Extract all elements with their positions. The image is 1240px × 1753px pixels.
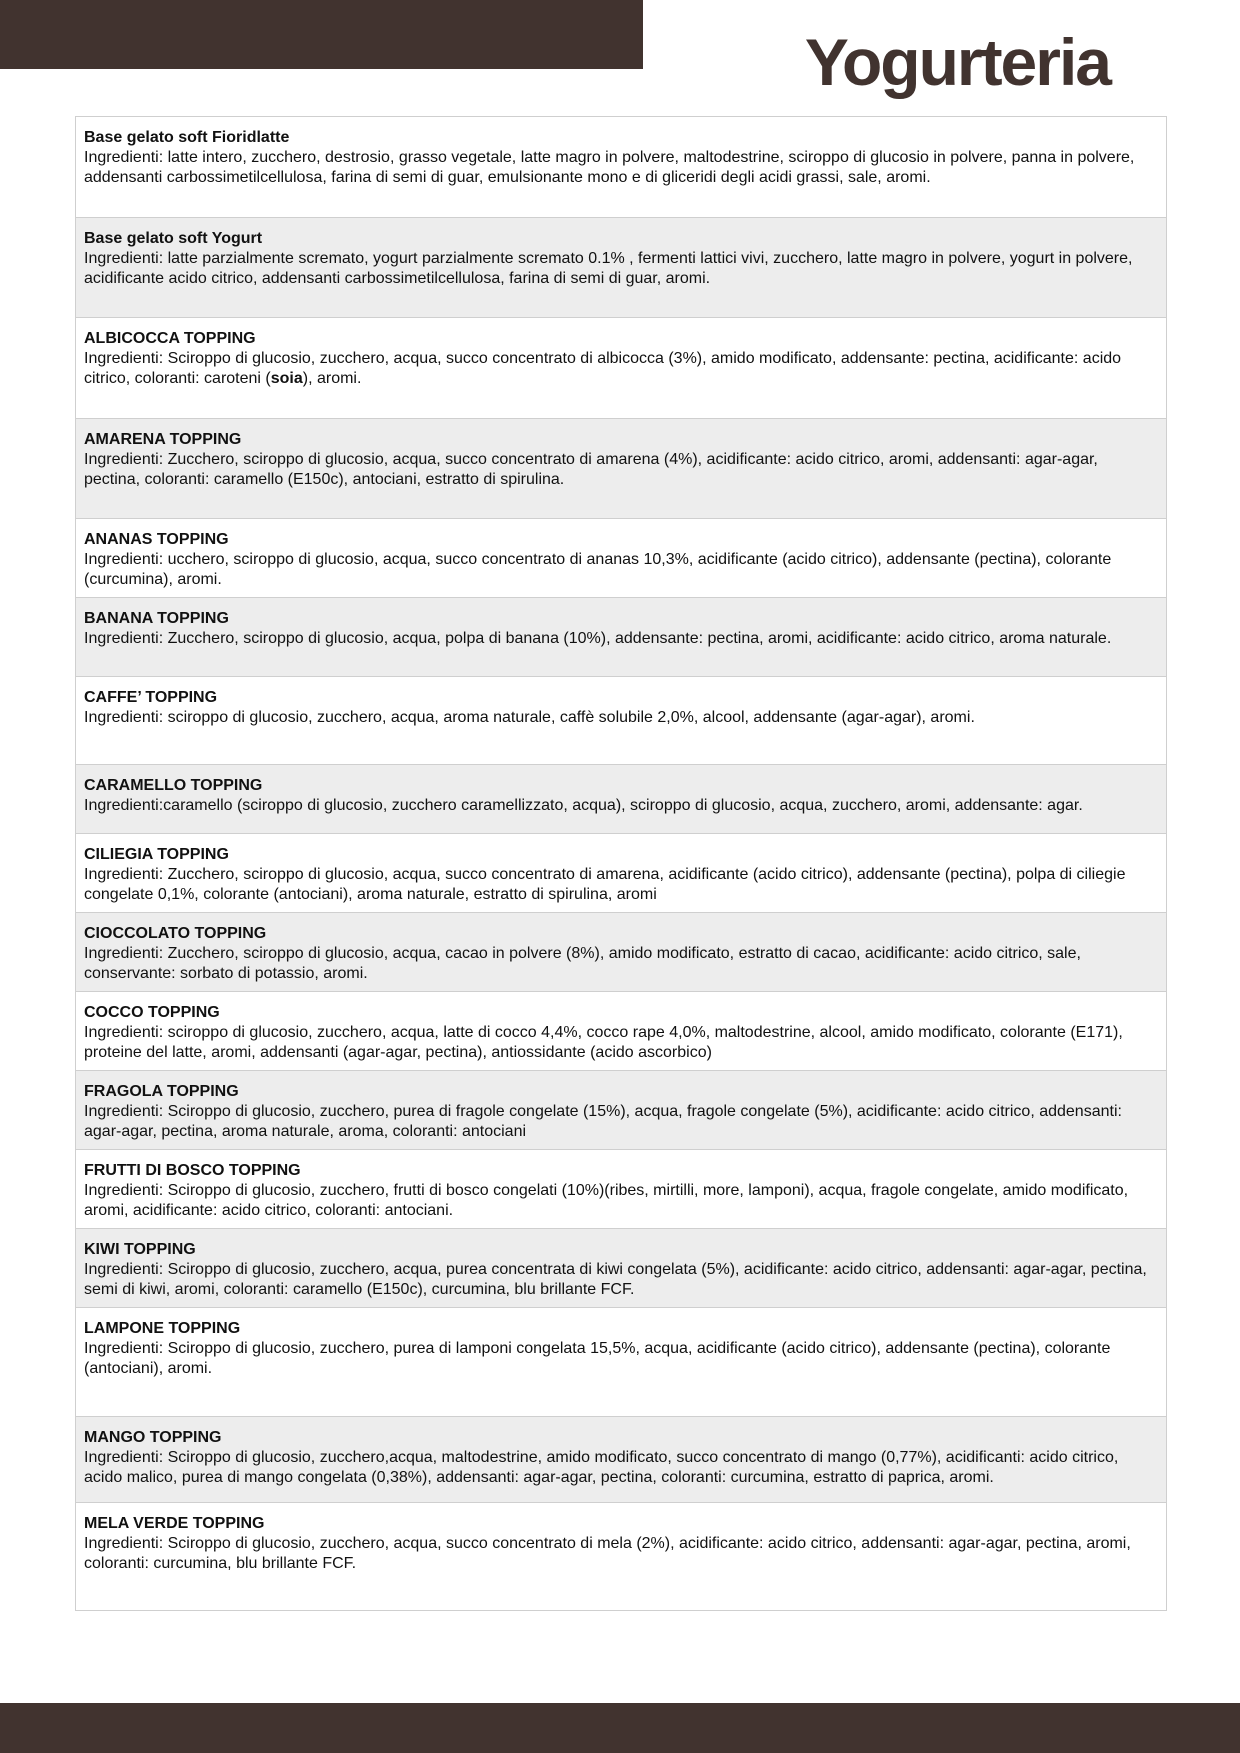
product-ingredients: Ingredienti:caramello (sciroppo di glucosio, zucchero caramellizzato, acqua), sciroppo di glucosio, acqua, zucchero, aromi, addensante: agar. <box>84 797 1083 814</box>
allergen-highlight: soia <box>270 370 303 387</box>
product-name: CARAMELLO TOPPING <box>84 777 263 794</box>
product-row <box>76 1229 1166 1308</box>
product-row <box>76 1417 1166 1503</box>
product-name: CILIEGIA TOPPING <box>84 846 229 863</box>
product-name: ALBICOCCA TOPPING <box>84 330 256 347</box>
page-title: Yogurteria <box>804 25 1110 99</box>
header-color-bar <box>0 0 643 69</box>
product-name: FRUTTI DI BOSCO TOPPING <box>84 1162 301 1179</box>
product-ingredients: Ingredienti: Sciroppo di glucosio, zucchero, acqua, succo concentrato di mela (2%), acidificante: acido citrico, addensanti: agar-agar, pectina, aromi, coloranti: curcumina, blu brillante FCF. <box>84 1535 1131 1572</box>
product-ingredients: Ingredienti: sciroppo di glucosio, zucchero, acqua, aroma naturale, caffè solubile 2,0%, alcool, addensante (agar-agar), aromi. <box>84 709 975 726</box>
product-name: ANANAS TOPPING <box>84 531 229 548</box>
product-ingredients: Ingredienti: Sciroppo di glucosio, zucchero, purea di fragole congelate (15%), acqua, fragole congelate (5%), acidificante: acido citrico, addensanti: agar-agar, pectina, aroma naturale, aroma, coloranti: antociani <box>84 1103 1122 1140</box>
product-name: AMARENA TOPPING <box>84 431 242 448</box>
product-row <box>76 1071 1166 1150</box>
product-name: FRAGOLA TOPPING <box>84 1083 239 1100</box>
product-row <box>76 1503 1166 1611</box>
product-row <box>76 419 1166 519</box>
ingredients-text-start: Ingredienti: Sciroppo di glucosio, zucchero, acqua, succo concentrato di albicocca (3%), amido modificato, addensante: pectina, acidificante: acido citrico, coloranti: caroteni ( <box>84 350 1122 387</box>
product-name: KIWI TOPPING <box>84 1241 196 1258</box>
product-ingredients: Ingredienti: Zucchero, sciroppo di glucosio, acqua, succo concentrato di amarena, acidificante (acido citrico), addensante (pectina), polpa di ciliegie congelate 0,1%, colorante (antociani), aroma naturale, estratto di spirulina, aromi <box>84 866 1126 903</box>
ingredients-table <box>75 116 1167 1611</box>
product-name: Base gelato soft Yogurt <box>84 230 263 247</box>
product-ingredients: Ingredienti: Sciroppo di glucosio, zucchero, acqua, purea concentrata di kiwi congelata (5%), acidificante: acido citrico, addensanti: agar-agar, pectina, semi di kiwi, aromi, coloranti: caramello (E150c), curcumina, blu brillante FCF. <box>84 1261 1147 1298</box>
product-ingredients: Ingredienti: Zucchero, sciroppo di glucosio, acqua, succo concentrato di amarena (4%), acidificante: acido citrico, aromi, addensanti: agar-agar, pectina, coloranti: caramello (E150c), antociani, estratto di spirulina. <box>84 451 1098 488</box>
product-row <box>76 519 1166 598</box>
product-ingredients: Ingredienti: latte intero, zucchero, destrosio, grasso vegetale, latte magro in polvere, maltodestrine, sciroppo di glucosio in polvere, panna in polvere, addensanti carbossimetilcellulosa, farina di semi di guar, emulsionante mono e di gliceridi degli acidi grassi, sale, aromi. <box>84 149 1135 186</box>
product-row <box>76 1308 1166 1417</box>
product-row <box>76 913 1166 992</box>
product-row <box>76 117 1166 218</box>
product-row <box>76 1150 1166 1229</box>
product-row <box>76 765 1166 834</box>
product-row <box>76 598 1166 677</box>
product-row <box>76 318 1166 419</box>
product-ingredients: Ingredienti: Zucchero, sciroppo di glucosio, acqua, cacao in polvere (8%), amido modificato, estratto di cacao, acidificante: acido citrico, sale, conservante: sorbato di potassio, aromi. <box>84 945 1081 982</box>
product-ingredients: Ingredienti: Sciroppo di glucosio, zucchero, purea di lamponi congelata 15,5%, acqua, acidificante (acido citrico), addensante (pectina), colorante (antociani), aromi. <box>84 1340 1111 1377</box>
product-ingredients: Ingredienti: ucchero, sciroppo di glucosio, acqua, succo concentrato di ananas 10,3%, acidificante (acido citrico), addensante (pectina), colorante (curcumina), aromi. <box>84 551 1112 588</box>
product-row <box>76 218 1166 318</box>
product-name: CIOCCOLATO TOPPING <box>84 925 267 942</box>
product-ingredients: Ingredienti: Sciroppo di glucosio, zucchero, frutti di bosco congelati (10%)(ribes, mirtilli, more, lamponi), acqua, fragole congelate, amido modificato, aromi, acidificante: acido citrico, coloranti: antociani. <box>84 1182 1129 1219</box>
product-row <box>76 992 1166 1071</box>
product-row <box>76 834 1166 913</box>
product-name: MANGO TOPPING <box>84 1429 222 1446</box>
footer-color-bar <box>0 1703 1240 1753</box>
product-name: COCCO TOPPING <box>84 1004 220 1021</box>
product-ingredients: Ingredienti: sciroppo di glucosio, zucchero, acqua, latte di cocco 4,4%, cocco rape 4,0%, maltodestrine, alcool, amido modificato, colorante (E171), proteine del latte, aromi, addensanti (agar-agar, pectina), antiossidante (acido ascorbico) <box>84 1024 1123 1061</box>
product-name: Base gelato soft Fioridlatte <box>84 129 290 146</box>
product-name: MELA VERDE TOPPING <box>84 1515 265 1532</box>
product-name: BANANA TOPPING <box>84 610 229 627</box>
ingredients-text-end: ), aromi. <box>302 370 362 387</box>
product-ingredients: Ingredienti: latte parzialmente scremato, yogurt parzialmente scremato 0.1% , fermenti lattici vivi, zucchero, latte magro in polvere, yogurt in polvere, acidificante acido citrico, addensanti carbossimetilcellulosa, farina di semi di guar, aromi. <box>84 250 1133 287</box>
product-name: LAMPONE TOPPING <box>84 1320 241 1337</box>
product-row <box>76 677 1166 765</box>
product-ingredients: Ingredienti: Zucchero, sciroppo di glucosio, acqua, polpa di banana (10%), addensante: pectina, aromi, acidificante: acido citrico, aroma naturale. <box>84 630 1112 647</box>
product-ingredients <box>84 349 1158 389</box>
product-name: CAFFE’ TOPPING <box>84 689 218 706</box>
product-ingredients: Ingredienti: Sciroppo di glucosio, zucchero,acqua, maltodestrine, amido modificato, succo concentrato di mango (0,77%), acidificanti: acido citrico, acido malico, purea di mango congelata (0,38%), addensanti: agar-agar, pectina, coloranti: curcumina, estratto di paprica, aromi. <box>84 1449 1119 1486</box>
